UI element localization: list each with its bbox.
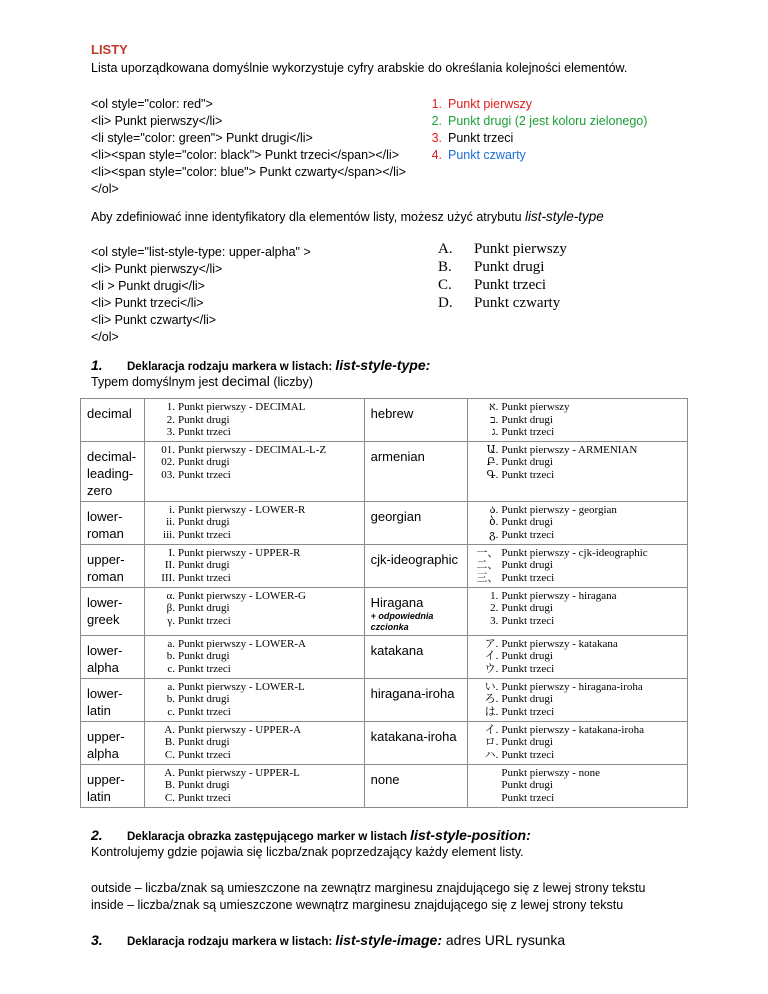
example-text: Punkt trzeci bbox=[501, 662, 555, 675]
example-text: Punkt drugi bbox=[501, 779, 553, 791]
example-marker: II. bbox=[164, 559, 175, 571]
example-text: Punkt drugi bbox=[501, 413, 553, 426]
example-item bbox=[153, 615, 358, 628]
type-name-cell bbox=[364, 764, 468, 807]
example-marker: γ. bbox=[167, 614, 175, 627]
section-1-subtitle bbox=[91, 373, 313, 391]
list-marker: 2. bbox=[431, 114, 442, 128]
type-example-cell bbox=[468, 764, 688, 807]
example-item bbox=[153, 426, 358, 439]
intro-text: Lista uporządkowana domyślnie wykorzystuje cyfry arabskie do określania kolejności elementów. bbox=[91, 61, 628, 75]
example-marker: ロ. bbox=[484, 736, 499, 748]
example-text: Punkt trzeci bbox=[177, 571, 231, 584]
example-text: Punkt pierwszy - LOWER-R bbox=[177, 503, 306, 516]
type-example-cell bbox=[144, 399, 364, 442]
example-text: Punkt trzeci bbox=[501, 705, 555, 718]
example-text: Punkt pierwszy - hiragana-iroha bbox=[501, 680, 643, 693]
example-marker: B. bbox=[164, 779, 175, 791]
example-item bbox=[476, 638, 681, 651]
type-example-cell bbox=[144, 441, 364, 501]
section-3-suffix: adres URL rysunka bbox=[441, 932, 566, 948]
example-item bbox=[153, 650, 358, 663]
example-text: Punkt drugi bbox=[177, 650, 230, 662]
example-text: Punkt pierwszy - LOWER-G bbox=[177, 589, 306, 602]
example-item bbox=[153, 706, 358, 719]
list-item-text: Punkt pierwszy bbox=[474, 241, 567, 257]
type-name-cell: decimal-leading-zero bbox=[81, 441, 145, 501]
example-item bbox=[476, 456, 681, 469]
section-2-description: Kontrolujemy gdzie pojawia się liczba/znak poprzedzający każdy element listy. bbox=[91, 845, 524, 859]
code-line: <ol style="list-style-type: upper-alpha" > bbox=[91, 245, 311, 259]
example-text: Punkt pierwszy - katakana-iroha bbox=[501, 723, 644, 736]
example-item bbox=[476, 693, 681, 706]
section-1-property: list-style-type: bbox=[335, 357, 431, 373]
example-item bbox=[476, 767, 681, 780]
type-name-cell bbox=[364, 587, 468, 635]
example-item bbox=[476, 469, 681, 482]
example-text: Punkt trzeci bbox=[501, 748, 555, 761]
example-text: Punkt drugi bbox=[177, 516, 230, 528]
example-item bbox=[153, 559, 358, 572]
list-marker: 1. bbox=[431, 97, 442, 111]
type-example-cell bbox=[468, 399, 688, 442]
example-text: Punkt trzeci bbox=[501, 571, 555, 584]
list-item bbox=[438, 240, 567, 258]
example-item bbox=[153, 529, 358, 542]
example-item bbox=[476, 779, 681, 792]
example-text: Punkt drugi bbox=[177, 559, 230, 571]
example-text: Punkt drugi bbox=[501, 456, 553, 468]
example-item bbox=[476, 572, 681, 585]
example-text: Punkt pierwszy - UPPER-R bbox=[177, 546, 301, 559]
example-text: Punkt pierwszy - DECIMAL-L-Z bbox=[177, 443, 327, 456]
type-name-cell: upper-roman bbox=[81, 544, 145, 587]
example-marker: A. bbox=[164, 766, 175, 779]
example-marker: 3. bbox=[490, 614, 499, 627]
list-item-text: Punkt pierwszy bbox=[448, 97, 533, 111]
example-text: Punkt drugi bbox=[501, 602, 553, 614]
example-marker: ハ. bbox=[484, 748, 499, 761]
example-item bbox=[476, 615, 681, 628]
type-example-cell bbox=[144, 587, 364, 635]
example-text: Punkt pierwszy - ARMENIAN bbox=[501, 443, 638, 456]
type-example-cell bbox=[468, 587, 688, 635]
code-block-1 bbox=[91, 96, 406, 198]
type-name-cell: lower-roman bbox=[81, 501, 145, 544]
type-name: georgian bbox=[370, 508, 422, 524]
example-list bbox=[151, 547, 358, 585]
list-item-text: Punkt drugi bbox=[474, 259, 545, 275]
example-marker: b. bbox=[166, 650, 175, 662]
type-example-cell bbox=[468, 635, 688, 678]
example-item bbox=[153, 767, 358, 780]
example-item bbox=[476, 426, 681, 439]
example-text: Punkt drugi bbox=[501, 736, 553, 748]
example-item bbox=[476, 749, 681, 762]
type-name: hiragana-iroha bbox=[370, 685, 455, 701]
example-item bbox=[476, 724, 681, 737]
example-text: Punkt pierwszy - UPPER-A bbox=[177, 723, 302, 736]
code-line: <li> Punkt trzeci</li> bbox=[91, 296, 204, 310]
example-list bbox=[151, 444, 358, 482]
example-marker: i. bbox=[169, 503, 175, 516]
example-marker: 一、 bbox=[476, 546, 499, 559]
example-marker: 3. bbox=[166, 426, 175, 438]
code-line: <li> Punkt pierwszy</li> bbox=[91, 262, 223, 276]
type-name-cell: lower-greek bbox=[81, 587, 145, 635]
list-item-text: Punkt trzeci bbox=[474, 277, 547, 293]
paragraph-attr bbox=[91, 208, 604, 226]
example-marker: A. bbox=[164, 723, 175, 736]
code-line: <li style="color: green"> Punkt drugi</li> bbox=[91, 131, 313, 145]
example-list bbox=[474, 681, 681, 719]
demo-list-upper-alpha bbox=[438, 240, 567, 312]
example-item bbox=[153, 749, 358, 762]
code-line: <li> Punkt czwarty</li> bbox=[91, 313, 217, 327]
example-item bbox=[153, 590, 358, 603]
type-name-cell bbox=[364, 635, 468, 678]
example-item bbox=[153, 456, 358, 469]
example-list bbox=[474, 504, 681, 542]
table-row bbox=[81, 635, 688, 678]
list-item bbox=[438, 258, 567, 276]
example-text: Punkt pierwszy - none bbox=[501, 766, 601, 779]
example-text: Punkt drugi bbox=[177, 736, 230, 748]
example-item bbox=[476, 444, 681, 457]
list-item bbox=[426, 130, 647, 147]
example-list bbox=[474, 444, 681, 482]
list-style-type-table bbox=[80, 398, 688, 808]
example-item bbox=[476, 529, 681, 542]
list-item bbox=[426, 96, 647, 113]
example-item bbox=[476, 736, 681, 749]
example-item bbox=[476, 706, 681, 719]
list-marker: D. bbox=[438, 295, 453, 311]
example-item bbox=[476, 590, 681, 603]
example-list bbox=[474, 638, 681, 676]
example-item bbox=[153, 469, 358, 482]
example-item bbox=[476, 401, 681, 414]
example-text: Punkt drugi bbox=[177, 779, 230, 791]
example-marker: 2. bbox=[166, 413, 175, 426]
example-marker: イ. bbox=[484, 650, 499, 662]
example-marker: 二、 bbox=[476, 559, 499, 571]
example-marker: 03. bbox=[161, 468, 175, 481]
table-row bbox=[81, 587, 688, 635]
example-marker: B. bbox=[164, 736, 175, 748]
code-line: </ol> bbox=[91, 330, 119, 344]
example-marker: I. bbox=[168, 546, 175, 559]
type-name: none bbox=[370, 771, 400, 787]
type-example-cell bbox=[144, 544, 364, 587]
example-text: Punkt trzeci bbox=[501, 614, 555, 627]
code-line: <li > Punkt drugi</li> bbox=[91, 279, 205, 293]
type-name: cjk-ideographic bbox=[370, 551, 459, 567]
example-marker: C. bbox=[164, 748, 175, 761]
section-3-property: list-style-image: bbox=[335, 932, 442, 948]
example-item bbox=[153, 444, 358, 457]
example-text: Punkt trzeci bbox=[501, 528, 555, 541]
type-name-cell bbox=[364, 501, 468, 544]
example-item bbox=[153, 504, 358, 517]
type-example-cell bbox=[468, 544, 688, 587]
example-item bbox=[476, 681, 681, 694]
list-item-text: Punkt trzeci bbox=[448, 131, 514, 145]
example-marker: III. bbox=[161, 571, 175, 584]
example-item bbox=[153, 401, 358, 414]
example-text: Punkt trzeci bbox=[177, 528, 231, 541]
section-2-heading bbox=[91, 826, 531, 846]
example-text: Punkt pierwszy - LOWER-A bbox=[177, 637, 306, 650]
type-name: hebrew bbox=[370, 406, 414, 421]
example-marker: い. bbox=[484, 680, 499, 693]
type-name-cell bbox=[364, 441, 468, 501]
example-item bbox=[153, 516, 358, 529]
section-2-outside: outside – liczba/znak są umieszczone na zewnątrz marginesu znajdującego się z lewej strony tekstu bbox=[91, 881, 646, 895]
example-list bbox=[474, 767, 681, 805]
example-item bbox=[153, 663, 358, 676]
example-marker: β. bbox=[166, 602, 175, 614]
paragraph-attr-code: list-style-type bbox=[525, 209, 604, 224]
type-name-cell: lower-alpha bbox=[81, 635, 145, 678]
example-marker: iii. bbox=[163, 528, 175, 541]
example-marker: Գ. bbox=[486, 468, 499, 481]
example-marker: c. bbox=[167, 662, 175, 675]
section-1-sub-value: decimal bbox=[221, 373, 270, 389]
example-marker: ג. bbox=[491, 426, 499, 438]
example-marker: は. bbox=[484, 705, 499, 718]
code-line: <ol style="color: red"> bbox=[91, 97, 213, 111]
list-item-text: Punkt czwarty bbox=[448, 148, 526, 162]
code-line: <li> Punkt pierwszy</li> bbox=[91, 114, 223, 128]
type-name: armenian bbox=[370, 448, 425, 464]
example-item bbox=[153, 792, 358, 805]
example-item bbox=[476, 559, 681, 572]
example-marker: ii. bbox=[166, 516, 175, 528]
example-marker: 02. bbox=[161, 456, 175, 468]
example-list bbox=[474, 724, 681, 762]
list-item bbox=[426, 147, 647, 164]
example-item bbox=[476, 414, 681, 427]
example-text: Punkt trzeci bbox=[177, 705, 231, 718]
list-item bbox=[438, 294, 567, 312]
type-note: + odpowiednia czcionka bbox=[370, 610, 434, 632]
list-item bbox=[426, 113, 647, 130]
type-name-cell bbox=[364, 399, 468, 442]
example-list bbox=[474, 401, 681, 439]
example-marker: ウ. bbox=[484, 662, 499, 675]
type-example-cell bbox=[144, 635, 364, 678]
example-text: Punkt trzeci bbox=[501, 426, 555, 438]
code-block-2 bbox=[91, 244, 311, 346]
section-3-heading bbox=[91, 931, 565, 951]
type-name-cell: lower-latin bbox=[81, 678, 145, 721]
example-marker: ა. bbox=[489, 503, 499, 516]
list-marker: 4. bbox=[431, 148, 442, 162]
example-list bbox=[474, 547, 681, 585]
example-list bbox=[151, 590, 358, 628]
type-example-cell bbox=[144, 678, 364, 721]
example-text: Punkt trzeci bbox=[177, 791, 231, 804]
example-marker: ბ. bbox=[489, 516, 499, 528]
code-line: <li><span style="color: black"> Punkt trzeci</span></li> bbox=[91, 148, 400, 162]
section-3-label: Deklaracja rodzaju markera w listach: bbox=[127, 936, 336, 948]
example-marker: 三、 bbox=[476, 571, 499, 584]
example-text: Punkt trzeci bbox=[177, 468, 231, 481]
type-example-cell bbox=[468, 501, 688, 544]
example-marker: ア. bbox=[484, 637, 499, 650]
example-text: Punkt drugi bbox=[177, 456, 230, 468]
example-text: Punkt drugi bbox=[177, 413, 230, 426]
example-item bbox=[153, 547, 358, 560]
demo-list-colored bbox=[426, 96, 647, 164]
list-marker: C. bbox=[438, 277, 452, 293]
example-item bbox=[153, 572, 358, 585]
section-1-label: Deklaracja rodzaju markera w listach: bbox=[127, 361, 336, 373]
example-text: Punkt pierwszy - UPPER-L bbox=[177, 766, 300, 779]
example-list bbox=[151, 504, 358, 542]
example-text: Punkt pierwszy - katakana bbox=[501, 637, 618, 650]
type-name-cell: upper-alpha bbox=[81, 721, 145, 764]
type-name-cell bbox=[364, 721, 468, 764]
type-name-cell: decimal bbox=[81, 399, 145, 442]
code-line: <li><span style="color: blue"> Punkt czwarty</span></li> bbox=[91, 165, 406, 179]
type-example-cell bbox=[468, 441, 688, 501]
example-list bbox=[151, 767, 358, 805]
type-name: Hiragana bbox=[370, 594, 424, 610]
table-row bbox=[81, 678, 688, 721]
example-text: Punkt trzeci bbox=[177, 426, 231, 438]
example-list bbox=[474, 590, 681, 628]
example-item bbox=[476, 547, 681, 560]
example-list bbox=[151, 724, 358, 762]
example-item bbox=[153, 602, 358, 615]
example-marker: C. bbox=[164, 791, 175, 804]
table-row bbox=[81, 764, 688, 807]
example-text: Punkt drugi bbox=[501, 650, 553, 662]
example-list bbox=[151, 638, 358, 676]
example-item bbox=[153, 736, 358, 749]
example-marker: א. bbox=[488, 401, 499, 413]
example-item bbox=[153, 779, 358, 792]
list-item bbox=[438, 276, 567, 294]
example-text: Punkt drugi bbox=[501, 693, 553, 705]
example-list bbox=[151, 681, 358, 719]
example-item bbox=[153, 681, 358, 694]
example-text: Punkt pierwszy bbox=[501, 401, 570, 413]
example-text: Punkt trzeci bbox=[177, 614, 231, 627]
type-name-cell bbox=[364, 678, 468, 721]
paragraph-attr-text: Aby zdefiniować inne identyfikatory dla elementów listy, możesz użyć atrybutu bbox=[91, 210, 525, 224]
example-marker: α. bbox=[166, 589, 175, 602]
example-item bbox=[476, 792, 681, 805]
type-name: katakana bbox=[370, 642, 424, 658]
example-item bbox=[153, 693, 358, 706]
example-marker: ろ. bbox=[484, 693, 499, 705]
example-marker: a. bbox=[167, 637, 175, 650]
example-text: Punkt pierwszy - cjk-ideographic bbox=[501, 546, 648, 559]
example-marker: 1. bbox=[166, 401, 175, 413]
example-text: Punkt pierwszy - georgian bbox=[501, 503, 617, 516]
type-example-cell bbox=[468, 721, 688, 764]
type-name-cell bbox=[364, 544, 468, 587]
example-item bbox=[153, 414, 358, 427]
type-name-cell: upper-latin bbox=[81, 764, 145, 807]
list-marker: B. bbox=[438, 259, 452, 275]
example-item bbox=[153, 638, 358, 651]
example-item bbox=[476, 663, 681, 676]
example-text: Punkt drugi bbox=[177, 693, 230, 705]
type-example-cell bbox=[144, 721, 364, 764]
example-marker: 1. bbox=[490, 589, 499, 602]
table-row bbox=[81, 441, 688, 501]
type-example-cell bbox=[144, 501, 364, 544]
example-item bbox=[476, 516, 681, 529]
section-1-sub-post: (liczby) bbox=[269, 375, 313, 389]
example-marker: c. bbox=[167, 705, 175, 718]
section-2-number: 2. bbox=[91, 827, 103, 843]
example-text: Punkt pierwszy - DECIMAL bbox=[177, 401, 306, 413]
example-text: Punkt drugi bbox=[177, 602, 230, 614]
example-text: Punkt trzeci bbox=[177, 748, 231, 761]
example-marker: გ. bbox=[489, 528, 499, 541]
code-line: </ol> bbox=[91, 182, 119, 196]
example-text: Punkt pierwszy - LOWER-L bbox=[177, 680, 305, 693]
example-text: Punkt drugi bbox=[501, 559, 553, 571]
section-2-inside: inside – liczba/znak są umieszczone wewnątrz marginesu znajdującego się z lewej strony tekstu bbox=[91, 898, 624, 912]
example-marker: Ա. bbox=[486, 443, 499, 456]
example-text: Punkt pierwszy - hiragana bbox=[501, 589, 617, 602]
example-text: Punkt trzeci bbox=[501, 468, 555, 481]
example-marker: 2. bbox=[490, 602, 499, 614]
table-row bbox=[81, 399, 688, 442]
section-1-sub-pre: Typem domyślnym jest bbox=[91, 375, 222, 389]
table-row bbox=[81, 501, 688, 544]
list-marker: 3. bbox=[431, 131, 442, 145]
example-marker: ב. bbox=[490, 413, 499, 426]
list-marker: A. bbox=[438, 241, 453, 257]
example-marker: a. bbox=[167, 680, 175, 693]
example-marker: b. bbox=[166, 693, 175, 705]
page-title: LISTY bbox=[91, 42, 128, 57]
section-1-number: 1. bbox=[91, 357, 103, 373]
example-text: Punkt trzeci bbox=[177, 662, 231, 675]
list-item-text: Punkt drugi (2 jest koloru zielonego) bbox=[448, 114, 648, 128]
type-example-cell bbox=[468, 678, 688, 721]
example-list bbox=[151, 401, 358, 439]
type-name: katakana-iroha bbox=[370, 728, 457, 744]
example-item bbox=[153, 724, 358, 737]
example-item bbox=[476, 602, 681, 615]
table-row bbox=[81, 544, 688, 587]
example-text: Punkt drugi bbox=[501, 516, 553, 528]
table-row bbox=[81, 721, 688, 764]
example-marker: 01. bbox=[161, 443, 175, 456]
example-text: Punkt trzeci bbox=[501, 791, 555, 804]
section-2-property: list-style-position: bbox=[410, 827, 531, 843]
example-marker: イ. bbox=[484, 723, 499, 736]
example-item bbox=[476, 650, 681, 663]
list-item-text: Punkt czwarty bbox=[474, 295, 561, 311]
section-3-number: 3. bbox=[91, 932, 103, 948]
example-marker: Բ. bbox=[486, 456, 499, 468]
type-example-cell bbox=[144, 764, 364, 807]
example-item bbox=[476, 504, 681, 517]
section-2-label: Deklaracja obrazka zastępującego marker w listach bbox=[127, 831, 411, 843]
